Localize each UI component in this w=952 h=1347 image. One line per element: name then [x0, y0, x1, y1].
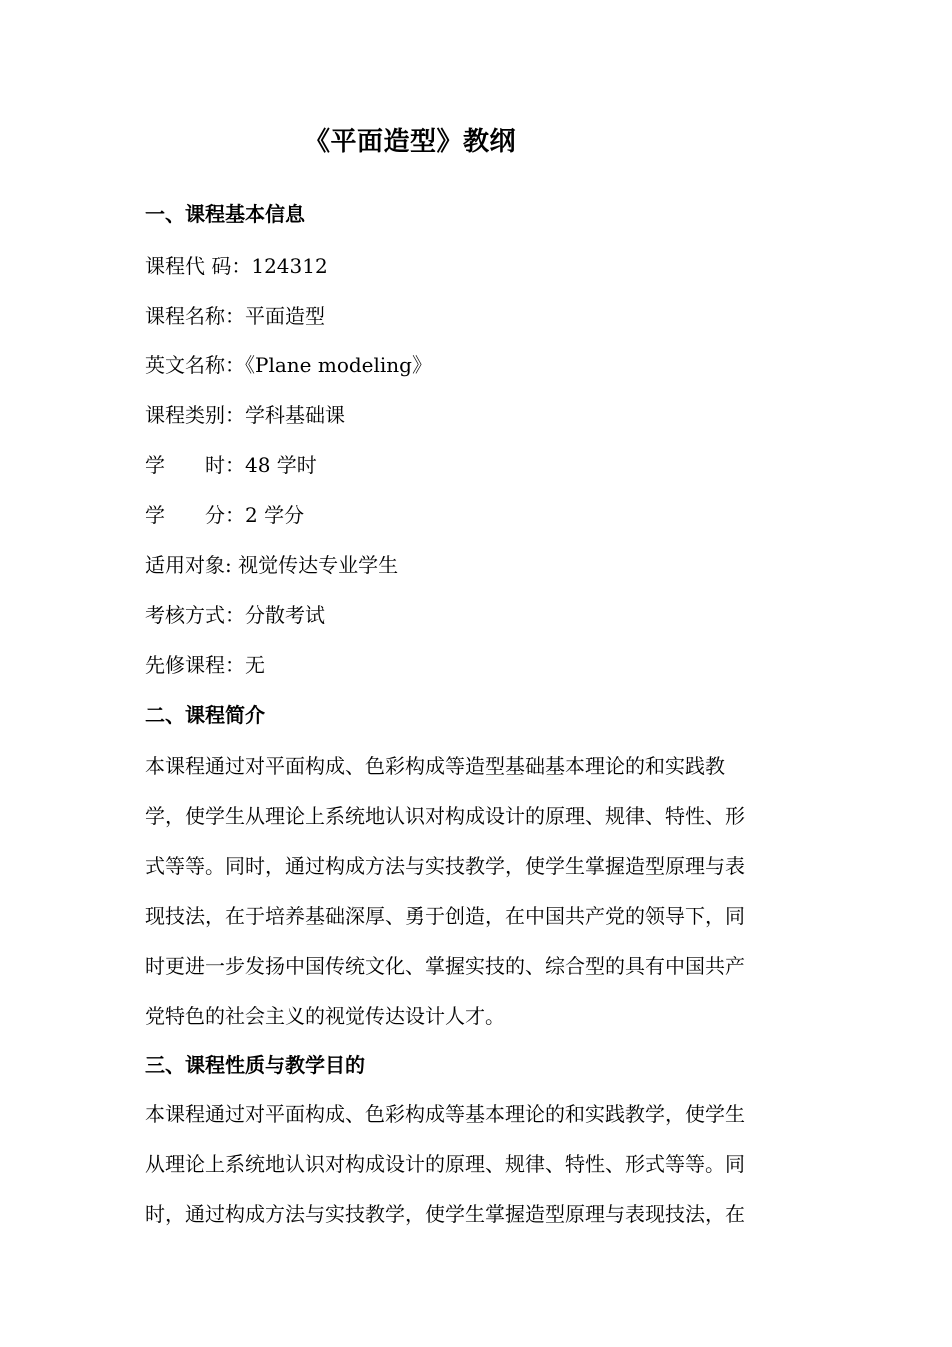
info-row-credits	[145, 500, 304, 530]
document-title: 《平面造型》教纲	[303, 127, 516, 157]
info-value: 《Plane modeling》	[245, 353, 432, 377]
paragraph-line: 党特色的社会主义的视觉传达设计人才。	[145, 1004, 505, 1028]
info-row-hours	[145, 450, 317, 480]
info-label: 学 分：	[145, 503, 245, 527]
info-row-course-code	[145, 251, 328, 281]
info-value: 2 学分	[245, 503, 305, 527]
info-label: 课程类别：	[145, 403, 245, 427]
info-label: 课程代 码：	[145, 254, 252, 278]
info-row-course-name	[145, 301, 325, 331]
paragraph-line: 学，使学生从理论上系统地认识对构成设计的原理、规律、特性、形	[145, 804, 745, 828]
section-heading-introduction: 二、课程简介	[145, 703, 265, 727]
info-value: 平面造型	[245, 304, 325, 328]
info-label: 英文名称：	[145, 353, 245, 377]
info-value: 124312	[251, 254, 328, 278]
info-row-english-name	[145, 350, 432, 380]
info-label: 适用对象:	[145, 553, 239, 577]
info-value: 分散考试	[245, 603, 325, 627]
paragraph-line: 现技法，在于培养基础深厚、勇于创造，在中国共产党的领导下，同	[145, 904, 745, 928]
info-row-course-category	[145, 400, 345, 430]
info-row-prerequisites	[145, 650, 265, 680]
info-label: 考核方式：	[145, 603, 245, 627]
paragraph-line: 本课程通过对平面构成、色彩构成等造型基础基本理论的和实践教	[145, 754, 725, 778]
info-value: 48 学时	[245, 453, 317, 477]
info-label: 学 时：	[145, 453, 245, 477]
info-value: 视觉传达专业学生	[238, 553, 399, 577]
info-value: 无	[245, 653, 265, 677]
paragraph-line: 时更进一步发扬中国传统文化、掌握实技的、综合型的具有中国共产	[145, 954, 745, 978]
paragraph-line: 从理论上系统地认识对构成设计的原理、规律、特性、形式等等。同	[145, 1152, 745, 1176]
info-value: 学科基础课	[245, 403, 345, 427]
info-row-audience	[145, 550, 398, 580]
info-label: 课程名称：	[145, 304, 245, 328]
paragraph-line: 式等等。同时，通过构成方法与实技教学，使学生掌握造型原理与表	[145, 854, 745, 878]
paragraph-line: 本课程通过对平面构成、色彩构成等基本理论的和实践教学，使学生	[145, 1102, 745, 1126]
section-heading-nature-and-goals: 三、课程性质与教学目的	[145, 1053, 365, 1077]
info-row-assessment	[145, 600, 325, 630]
paragraph-line: 时，通过构成方法与实技教学，使学生掌握造型原理与表现技法，在	[145, 1202, 745, 1226]
section-heading-basic-info: 一、课程基本信息	[145, 202, 305, 226]
info-label: 先修课程：	[145, 653, 245, 677]
